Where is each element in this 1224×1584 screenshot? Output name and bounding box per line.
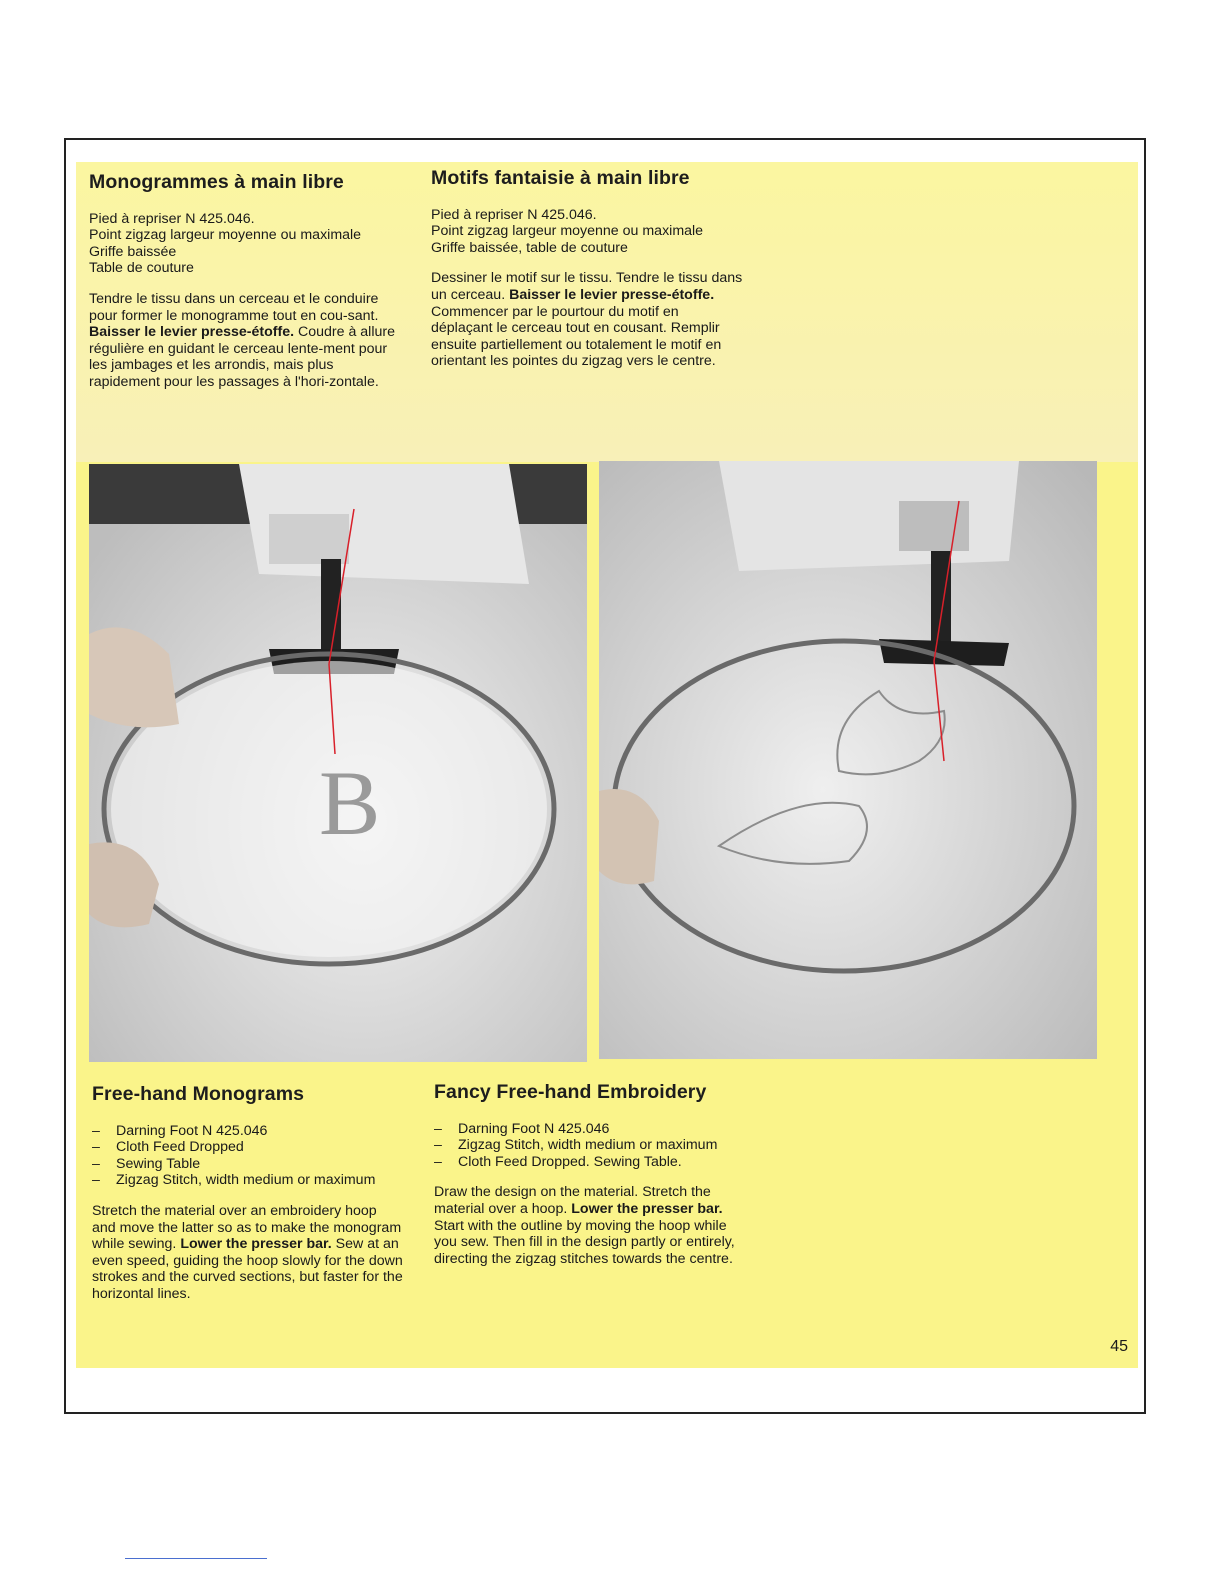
list-item: – Cloth Feed Dropped — [92, 1139, 422, 1156]
monogram-letter: B — [319, 752, 381, 854]
spec-line: Pied à repriser N 425.046. — [431, 206, 597, 223]
fr-left-title: Monogrammes à main libre — [89, 171, 344, 193]
page-number: 45 — [1110, 1338, 1128, 1355]
en-left-list — [92, 1123, 422, 1189]
en-right-title: Fancy Free-hand Embroidery — [434, 1081, 707, 1103]
monogram-photo — [89, 464, 587, 1062]
list-item: – Darning Foot N 425.046 — [434, 1121, 774, 1138]
fr-right-column — [431, 167, 761, 370]
list-item: – Zigzag Stitch, width medium or maximum — [92, 1172, 422, 1189]
page-frame — [64, 138, 1146, 1414]
en-right-body: Draw the design on the material. Stretch the material over a hoop. Lower the presser bar. Start with the outline by moving the hoop while you sew. Then fill in the design partly or entirely, directing the zigzag stitches towards the centre. — [434, 1184, 735, 1267]
en-left-body: Stretch the material over an embroidery hoop and move the latter so as to make the monogram while sewing. Lower the presser bar. Sew at an even speed, guiding the hoop slowly for the down strokes and the curved sections, but faster for the horizontal lines. — [92, 1202, 403, 1302]
en-left-title: Free-hand Monograms — [92, 1083, 305, 1105]
spec-line: Pied à repriser N 425.046. — [89, 210, 255, 227]
monogram-illustration — [89, 464, 587, 1062]
spec-line: Table de couture — [89, 260, 194, 277]
list-item: – Sewing Table — [92, 1156, 422, 1173]
list-item: – Cloth Feed Dropped. Sewing Table. — [434, 1154, 774, 1171]
fr-right-body: Dessiner le motif sur le tissu. Tendre le tissu dans un cerceau. Baisser le levier presse-étoffe. Commencer par le pourtour du motif en déplaçant le cerceau tout en cousant. Remplir ensuite partiellement ou totalement le motif en orientant les pointes du zigzag vers le centre. — [431, 270, 743, 370]
spec-line: Griffe baissée, table de couture — [431, 239, 628, 256]
fr-right-title: Motifs fantaisie à main libre — [431, 167, 690, 189]
leaf-embroidery-illustration — [599, 461, 1097, 1059]
fr-left-column — [89, 171, 419, 391]
fr-left-body: Tendre le tissu dans un cerceau et le conduire pour former le monogramme tout en cou-sant. Baisser le levier presse-étoffe. Coudre à allure régulière en guidant le cerceau lente-ment pour les jambages et les arrondis, mais plus rapidement pour les passages à l'hori-zontale. — [89, 290, 395, 390]
spec-line: Point zigzag largeur moyenne ou maximale — [431, 223, 704, 240]
yellow-panel — [76, 162, 1138, 1368]
en-left-column — [92, 1083, 422, 1303]
list-item: – Zigzag Stitch, width medium or maximum — [434, 1137, 774, 1154]
list-item: – Darning Foot N 425.046 — [92, 1123, 422, 1140]
footnote-rule — [125, 1558, 267, 1559]
spec-line: Griffe baissée — [89, 243, 177, 260]
embroidery-photo — [599, 461, 1097, 1059]
spec-line: Point zigzag largeur moyenne ou maximale — [89, 227, 362, 244]
en-right-column — [434, 1081, 774, 1267]
en-right-list — [434, 1121, 774, 1171]
